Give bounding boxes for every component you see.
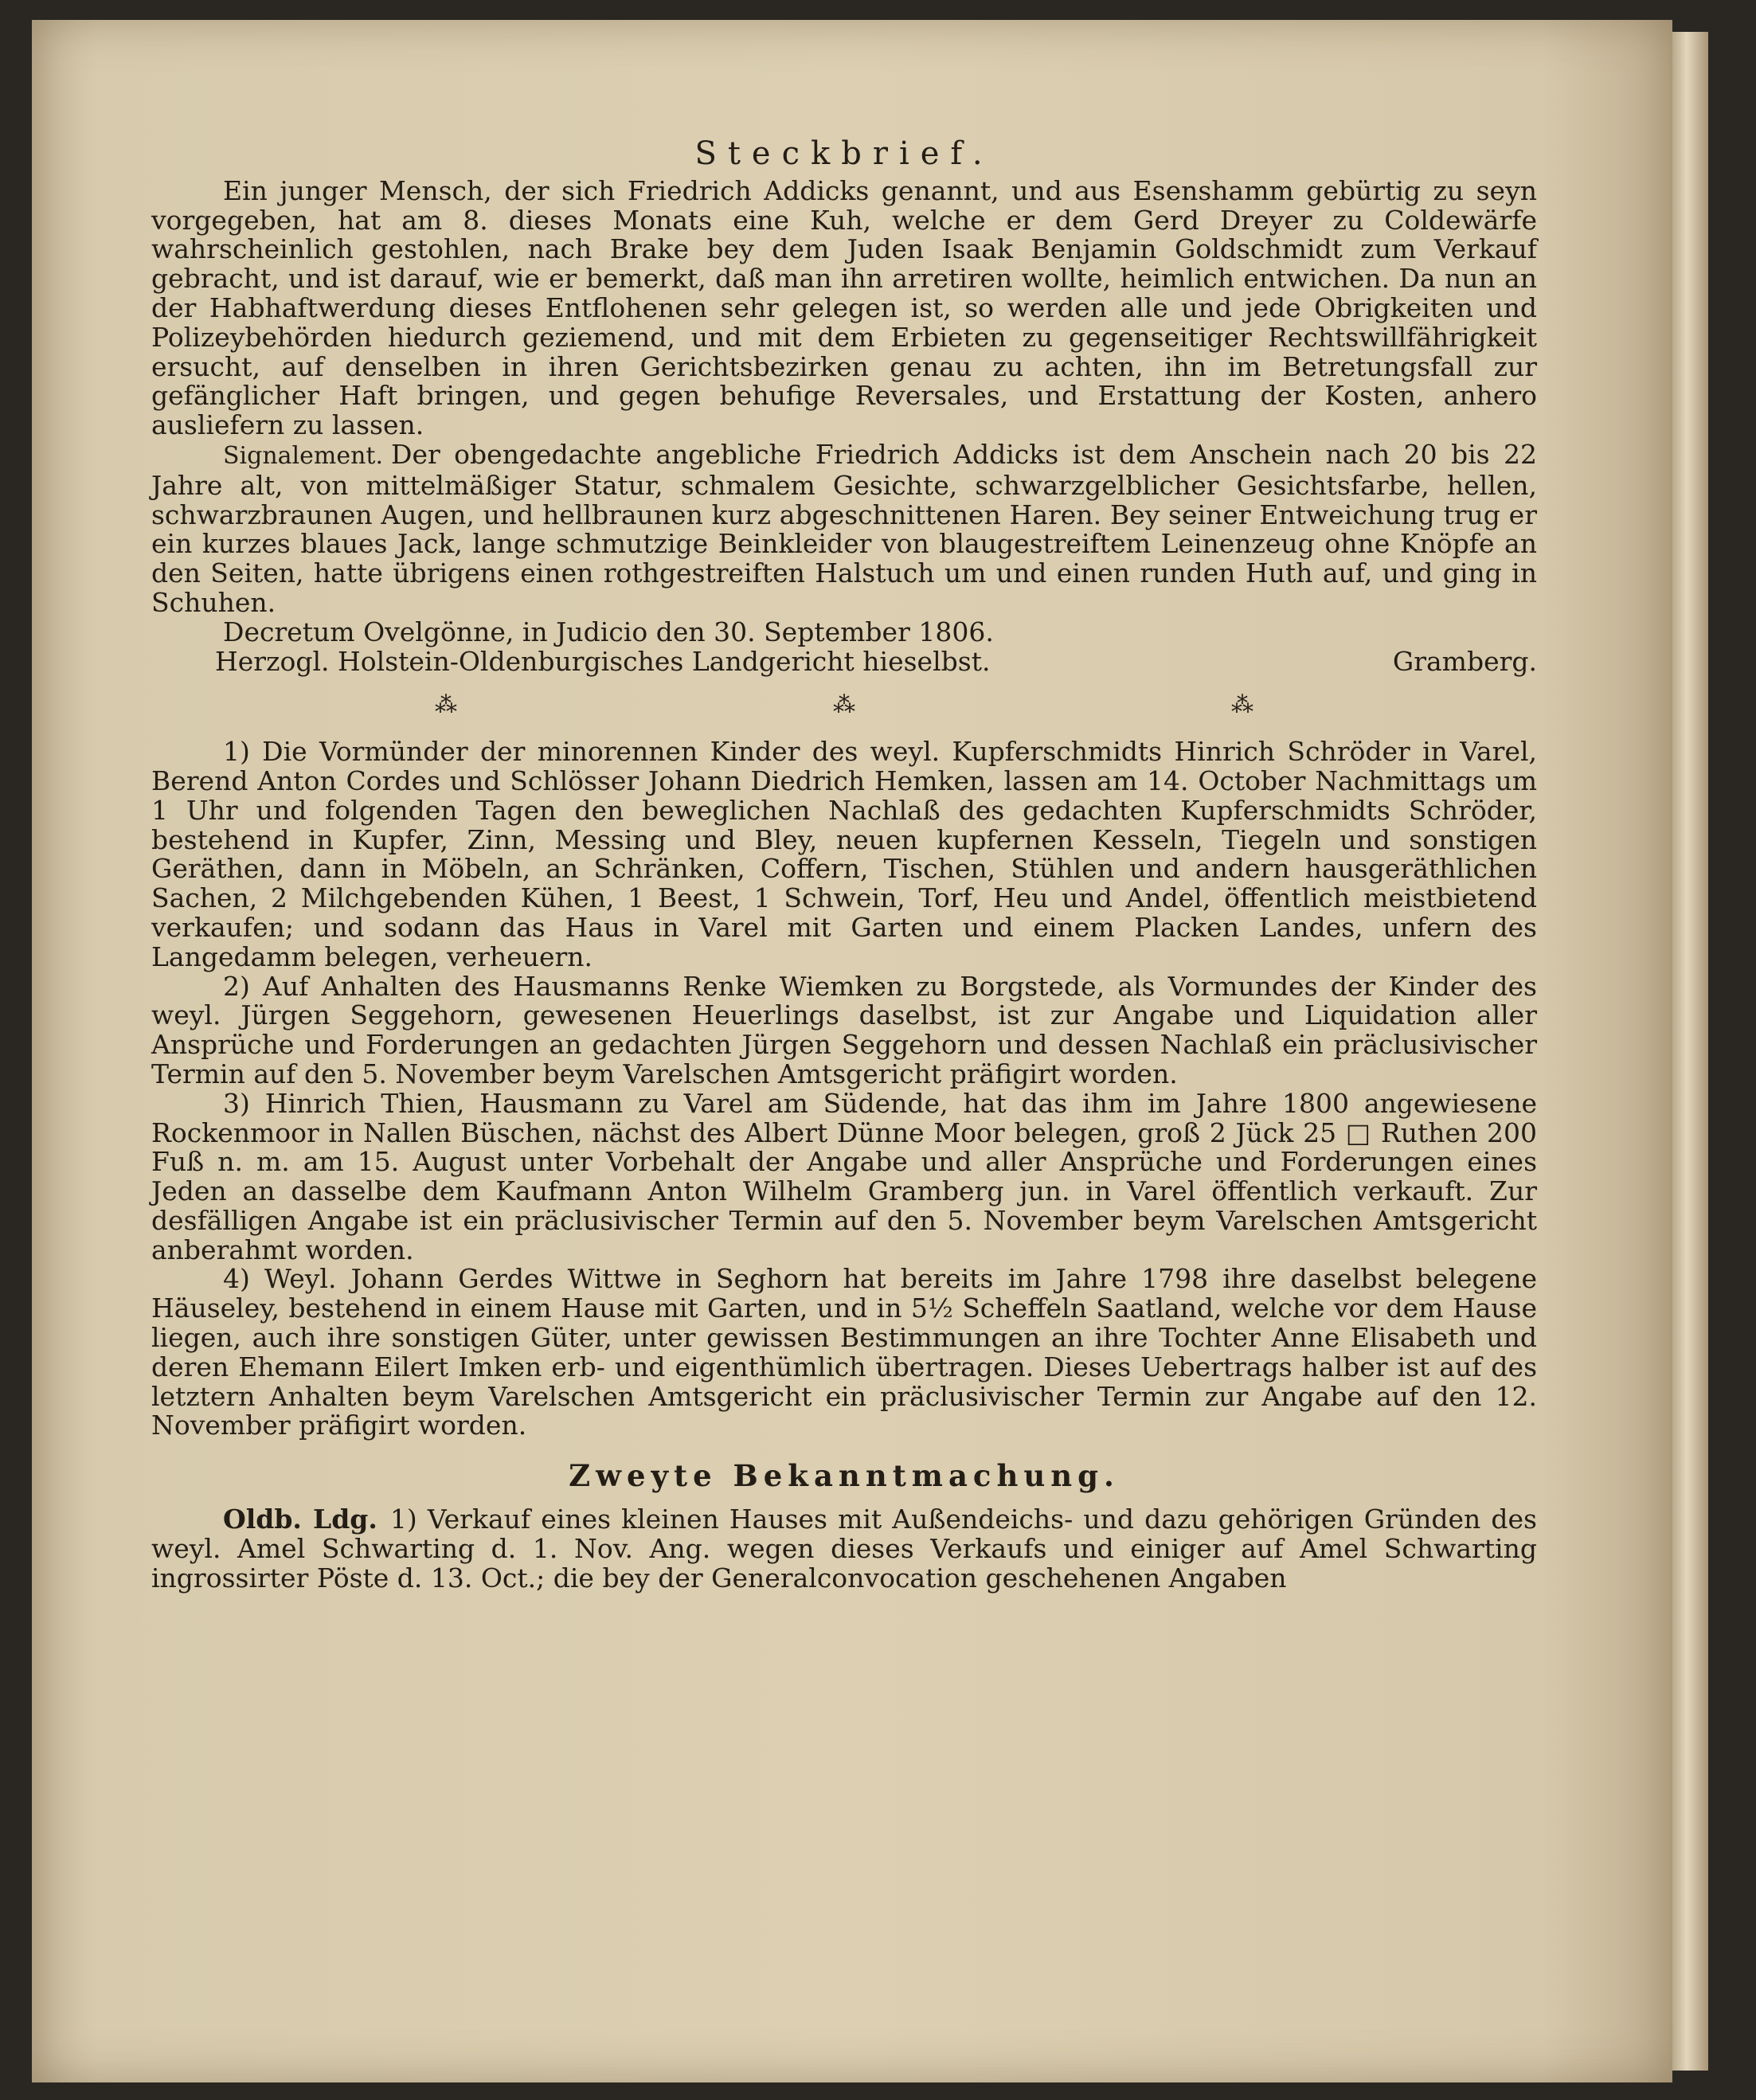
notice-3: 3) Hinrich Thien, Hausmann zu Varel am Südende, hat das ihm im Jahre 1800 angewiesene Rockenmoor in Nallen Büschen, nächst des Albert Dünne Moor belegen, groß 2 Jück 25 □ Ruthen 200 Fuß n. m. am 15. August unter Vorbehalt der Angabe und aller Ansprüche und Forderungen eines Jeden an dasselbe dem Kaufmann Anton Wilhelm Gramberg jun. in Varel öffentlich verkauft. Zur desfälligen Angabe ist ein präclusivischer Termin auf den 5. November beym Varelschen Amtsgericht anberahmt worden. (151, 1087, 1537, 1265)
signalement-text: Der obengedachte angebliche Friedrich Addicks ist dem Anschein nach 20 bis 22 Jahre alt, von mittelmäßiger Statur, schmalem Gesichte, schwarzgelblicher Gesichtsfarbe, hellen, schwarzbraunen Augen, und hellbraunen kurz abgeschnittenen Haren. Bey seiner Entweichung trug er ein kurzes blaues Jack, lange schmutzige Beinkleider von blaugestreiftem Leinenzeug ohne Knöpfe an den Seiten, hatte übrigens einen rothgestreiften Halstuch um und einen runden Huth auf, und ging in Schuhen. (151, 438, 1537, 618)
steckbrief-title: Steckbrief. (694, 135, 994, 172)
notice-1: 1) Die Vormünder der minorennen Kinder des weyl. Kupferschmidts Hinrich Schröder in Varel, Berend Anton Cordes und Schlösser Johann Diedrich Hemken, lassen am 14. October Nachmittags um 1 Uhr und folgenden Tagen den beweglichen Nachlaß des gedachten Kupferschmidts Schröder, bestehend in Kupfer, Zinn, Messing und Bley, neuen kupfernen Kesseln, Tiegeln und sonstigen Geräthen, dann in Möbeln, an Schränken, Coffern, Tischen, Stühlen und andern hausgeräthlichen Sachen, 2 Milchgebenden Kühen, 1 Beest, 1 Schwein, Torf, Heu und Andel, öffentlich meistbietend verkaufen; und sodann das Haus in Varel mit Garten und einem Placken Landes, unfern des Langedamm belegen, verheuern. (151, 736, 1537, 972)
oldb-ldg-label: Oldb. Ldg. (223, 1504, 377, 1535)
signature: Gramberg. (1392, 645, 1537, 677)
asterism: ⁂ (1231, 691, 1253, 718)
signature-row (215, 647, 1537, 677)
second-announcement-text (151, 1505, 1537, 1593)
decretum-line: Decretum Ovelgönne, in Judicio den 30. September 1806. (223, 616, 994, 647)
notice-4: 4) Weyl. Johann Gerdes Wittwe in Seghorn hat bereits im Jahre 1798 ihre daselbst belegene Häuseley, bestehend in einem Hause mit Garten, und in 5½ Scheffeln Saatland, welche vor dem Hause liegen, auch ihre sonstigen Güter, unter gewissen Bestimmungen an ihre Tochter Anne Elisabeth und deren Ehemann Eilert Imken erb- und eigenthümlich übertragen. Dieses Uebertrags halber ist auf des letztern Anhalten beym Varelschen Amtsgericht ein präclusivischer Termin zur Angabe auf den 12. November präfigirt worden. (151, 1263, 1537, 1441)
court-name: Herzogl. Holstein-Oldenburgisches Landgericht hieselbst. (215, 645, 991, 677)
signalement-label: Signalement. (223, 441, 384, 470)
second-announcement-body: 1) Verkauf eines kleinen Hauses mit Außendeichs- und dazu gehörigen Gründen des weyl. Amel Schwarting d. 1. Nov. Ang. wegen dieses Verkaufs und einiger auf Amel Schwarting ingrossirter Pöste d. 13. Oct.; die bey der Generalconvocation geschehenen Angaben (151, 1504, 1537, 1594)
notice-2: 2) Auf Anhalten des Hausmanns Renke Wiemken zu Borgstede, als Vormundes der Kinder des weyl. Jürgen Seggehorn, gewesenen Heuerlings daselbst, ist zur Angabe und Liquidation aller Ansprüche und Forderungen an gedachten Jürgen Seggehorn und dessen Nachlaß ein präclusivischer Termin auf den 5. November beym Varelschen Amtsgericht präfigirt worden. (151, 970, 1537, 1089)
page-edge (1672, 32, 1708, 2071)
separator-row (151, 676, 1537, 737)
asterism: ⁂ (833, 691, 855, 718)
book-page (32, 20, 1672, 2082)
second-announcement-heading: Zweyte Bekanntmachung. (569, 1458, 1120, 1494)
steckbrief-body: Ein junger Mensch, der sich Friedrich Addicks genannt, und aus Esenshamm gebürtig zu seyn vorgegeben, hat am 8. dieses Monats eine Kuh, welche er dem Gerd Dreyer zu Coldewärfe wahrscheinlich gestohlen, nach Brake bey dem Juden Isaak Benjamin Goldschmidt zum Verkauf gebracht, und ist darauf, wie er bemerkt, daß man ihn arretiren wollte, heimlich entwichen. Da nun an der Habhaftwerdung dieses Entflohenen sehr gelegen ist, so werden alle und jede Obrigkeiten und Polizeybehörden hiedurch geziemend, und mit dem Erbieten zu gegenseitiger Rechtswillfährigkeit ersucht, auf denselben in ihren Gerichtsbezirken genau zu achten, ihn im Betretungsfall zur gefänglicher Haft bringen, und gegen behufige Reversales, und Erstattung der Kosten, anhero ausliefern zu lassen. (151, 174, 1537, 441)
page-content (151, 123, 1537, 1593)
signalement-paragraph (151, 440, 1537, 618)
asterism: ⁂ (435, 691, 457, 718)
